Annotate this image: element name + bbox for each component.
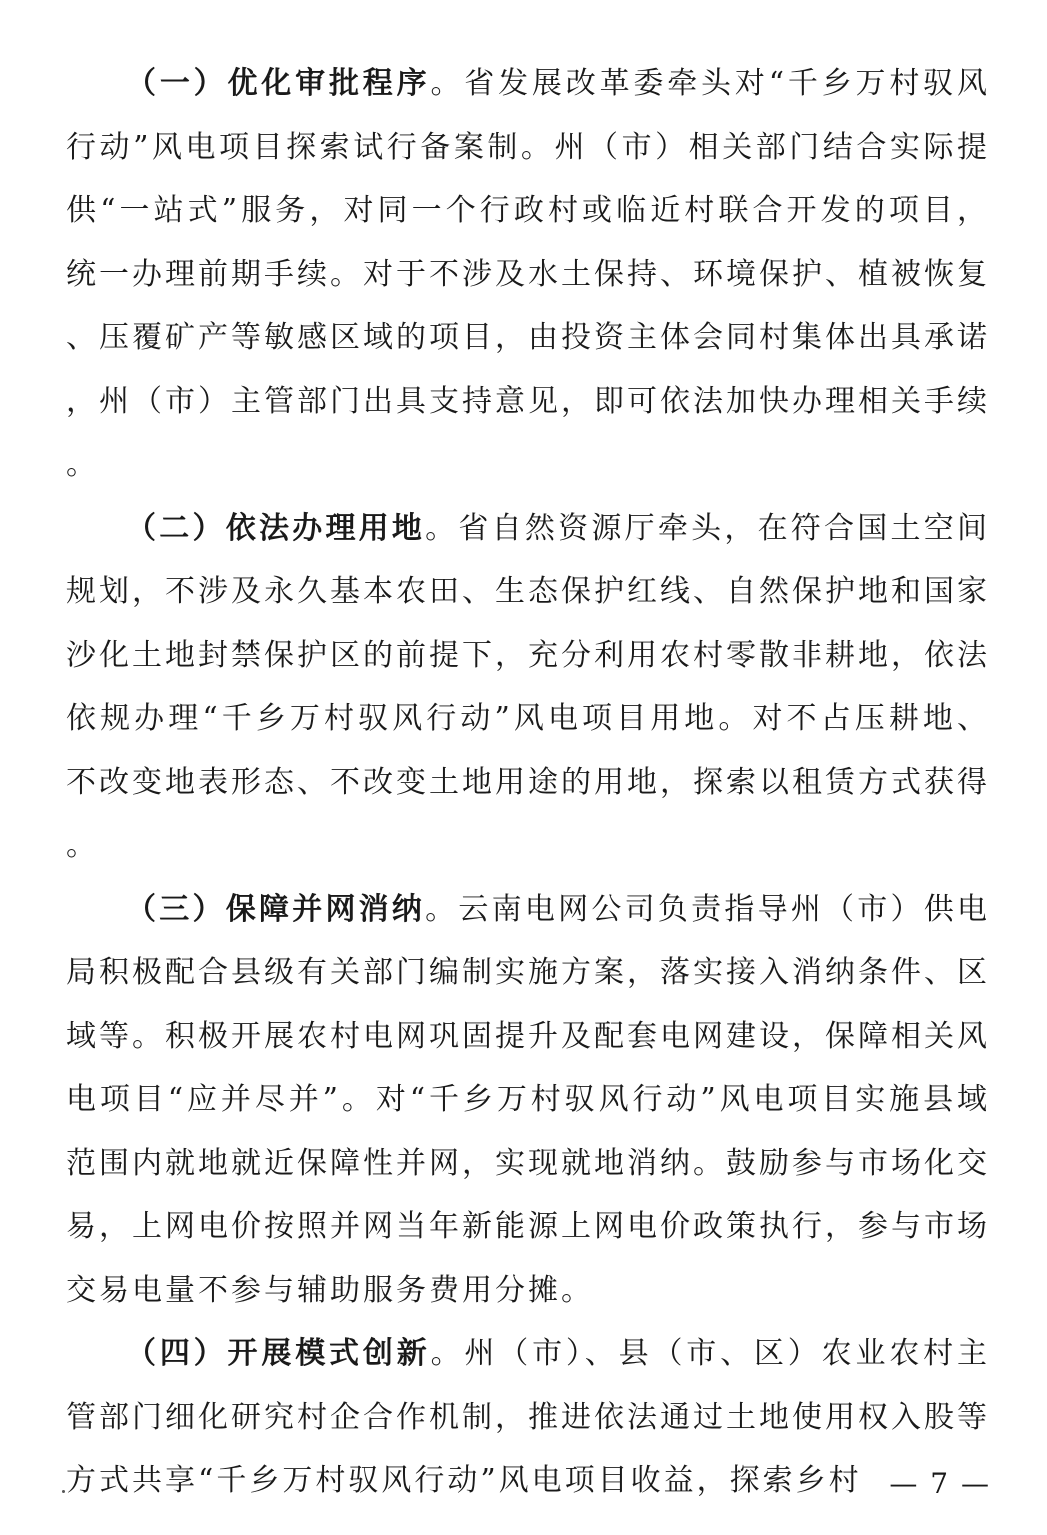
document-body xyxy=(66,52,990,1513)
section-body: 。云南电网公司负责指导州（市）供电局积极配合县级有关部门编制实施方案，落实接入消纳条件、区域等。积极开展农村电网巩固提升及配套电网建设，保障相关风电项目“应并尽并”。对“千乡万村驭风行动”风电项目实施县域范围内就地就近保障性并网，实现就地消纳。鼓励参与市场化交易，上网电价按照并网当年新能源上网电价政策执行，参与市场交易电量不参与辅助服务费用分摊。 xyxy=(66,891,991,1308)
section-body: 。省自然资源厅牵头，在符合国土空间规划，不涉及永久基本农田、生态保护红线、自然保护地和国家沙化土地封禁保护区的前提下，充分利用农村零散非耕地，依法依规办理“千乡万村驭风行动”风电项目用地。对不占压耕地、不改变地表形态、不改变土地用途的用地，探索以租赁方式获得。 xyxy=(66,510,991,863)
section-heading: （一）优化审批程序 xyxy=(126,66,431,101)
paragraph-grid-connection xyxy=(66,878,990,1323)
section-body: 。省发展改革委牵头对“千乡万村驭风行动”风电项目探索试行备案制。州（市）相关部门结合实际提供“一站式”服务，对同一个行政村或临近村联合开发的项目，统一办理前期手续。对于不涉及水土保持、环境保护、植被恢复、压覆矿产等敏感区域的项目，由投资主体会同村集体出具承诺，州（市）主管部门出具支持意见，即可依法加快办理相关手续。 xyxy=(66,66,990,482)
section-heading: （二）依法办理用地 xyxy=(126,510,426,546)
section-heading: （四）开展模式创新 xyxy=(126,1336,431,1371)
section-body: 。州（市）、县（市、区）农业农村主管部门细化研究村企合作机制，推进依法通过土地使用权入股等方式共享“千乡万村驭风行动”风电项目收益，探索乡村 xyxy=(66,1336,991,1498)
scan-dot xyxy=(62,1490,65,1493)
paragraph-approval xyxy=(66,52,990,497)
paragraph-land-use xyxy=(66,497,990,878)
section-heading: （三）保障并网消纳 xyxy=(126,891,426,927)
page-number: — 7 — xyxy=(889,1467,991,1500)
page-footer xyxy=(0,1464,1047,1504)
